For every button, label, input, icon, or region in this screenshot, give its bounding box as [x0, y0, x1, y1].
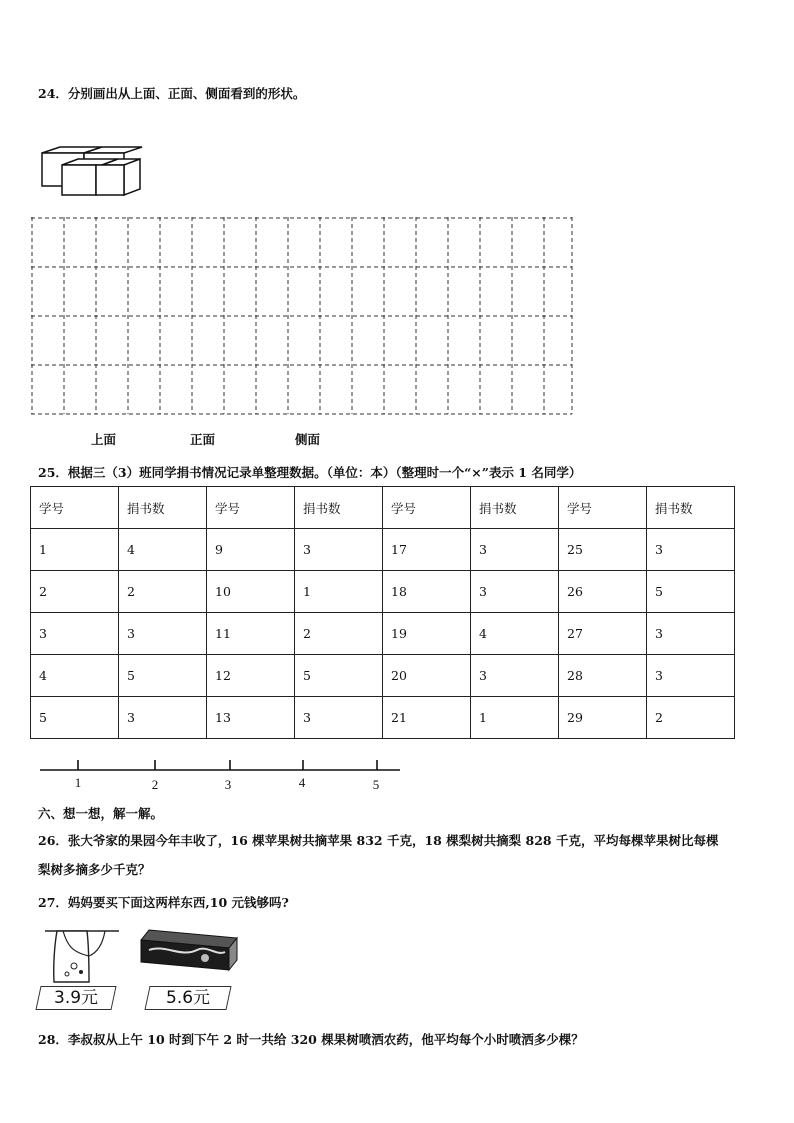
table-cell: 3	[647, 613, 735, 655]
table-cell: 29	[559, 697, 647, 739]
table-cell: 5	[295, 655, 383, 697]
table-cell: 3	[119, 697, 207, 739]
table-cell: 3	[31, 613, 119, 655]
axis-label: 1	[74, 775, 82, 790]
header-cell: 捐书数	[471, 487, 559, 529]
number-line	[38, 756, 404, 792]
towel-price: 3.9元	[53, 988, 99, 1008]
axis-label: 3	[224, 777, 232, 792]
table-cell: 20	[383, 655, 471, 697]
table-cell: 2	[647, 697, 735, 739]
table-row	[31, 529, 735, 571]
header-cell: 学号	[31, 487, 119, 529]
table-cell: 1	[31, 529, 119, 571]
donation-table	[30, 486, 735, 739]
table-cell: 3	[471, 655, 559, 697]
table-header-row	[31, 487, 735, 529]
header-cell: 学号	[559, 487, 647, 529]
table-cell: 13	[207, 697, 295, 739]
table-cell: 1	[471, 697, 559, 739]
table-cell: 18	[383, 571, 471, 613]
table-cell: 2	[119, 571, 207, 613]
label-front-view: 正面	[190, 432, 216, 447]
table-cell: 5	[647, 571, 735, 613]
table-cell: 3	[119, 613, 207, 655]
table-cell: 2	[295, 613, 383, 655]
table-cell: 27	[559, 613, 647, 655]
header-cell: 捐书数	[647, 487, 735, 529]
toothpaste-price: 5.6元	[165, 988, 211, 1008]
table-cell: 3	[471, 529, 559, 571]
label-side-view: 侧面	[295, 432, 321, 447]
q26-line2: 梨树多摘多少千克？	[38, 862, 151, 877]
table-cell: 3	[647, 655, 735, 697]
towel-price-tag	[35, 986, 116, 1010]
table-row	[31, 571, 735, 613]
table-cell: 3	[647, 529, 735, 571]
toothpaste-price-tag	[144, 986, 231, 1010]
table-row	[31, 613, 735, 655]
table-cell: 4	[31, 655, 119, 697]
table-cell: 10	[207, 571, 295, 613]
table-cell: 26	[559, 571, 647, 613]
header-cell: 捐书数	[119, 487, 207, 529]
label-top-view: 上面	[91, 432, 117, 447]
header-cell: 捐书数	[295, 487, 383, 529]
table-cell: 4	[119, 529, 207, 571]
table-cell: 2	[31, 571, 119, 613]
table-cell: 28	[559, 655, 647, 697]
towel-icon	[43, 922, 123, 987]
table-row	[31, 655, 735, 697]
table-cell: 21	[383, 697, 471, 739]
table-cell: 12	[207, 655, 295, 697]
q26-line1: 26．张大爷家的果园今年丰收了，16 棵苹果树共摘苹果 832 千克，18 棵梨树共摘梨 828 千克，平均每棵苹果树比每棵	[38, 833, 719, 848]
q27-title: 27．妈妈要买下面这两样东西,10 元钱够吗?	[38, 895, 289, 910]
table-cell: 3	[295, 529, 383, 571]
q28-title: 28．李叔叔从上午 10 时到下午 2 时一共给 320 棵果树喷洒农药，他平均每个小时喷洒多少棵？	[38, 1032, 584, 1047]
axis-label: 5	[372, 777, 380, 792]
header-cell: 学号	[207, 487, 295, 529]
table-cell: 4	[471, 613, 559, 655]
axis-label: 2	[151, 777, 159, 792]
table-cell: 11	[207, 613, 295, 655]
table-cell: 5	[31, 697, 119, 739]
table-cell: 1	[295, 571, 383, 613]
table-cell: 3	[295, 697, 383, 739]
table-cell: 3	[471, 571, 559, 613]
section6-title: 六、想一想，解一解。	[38, 806, 164, 821]
table-cell: 19	[383, 613, 471, 655]
q24-title: 24．分别画出从上面、正面、侧面看到的形状。	[38, 86, 306, 101]
table-cell: 5	[119, 655, 207, 697]
cube-figure	[38, 143, 148, 199]
table-cell: 25	[559, 529, 647, 571]
table-cell: 9	[207, 529, 295, 571]
header-cell: 学号	[383, 487, 471, 529]
table-cell: 17	[383, 529, 471, 571]
drawing-grid[interactable]	[31, 217, 576, 417]
toothpaste-icon	[135, 928, 241, 974]
table-row	[31, 697, 735, 739]
q25-title: 25．根据三（3）班同学捐书情况记录单整理数据。（单位：本）（整理时一个“×”表示 1 名同学）	[38, 465, 582, 480]
axis-label: 4	[298, 775, 306, 790]
